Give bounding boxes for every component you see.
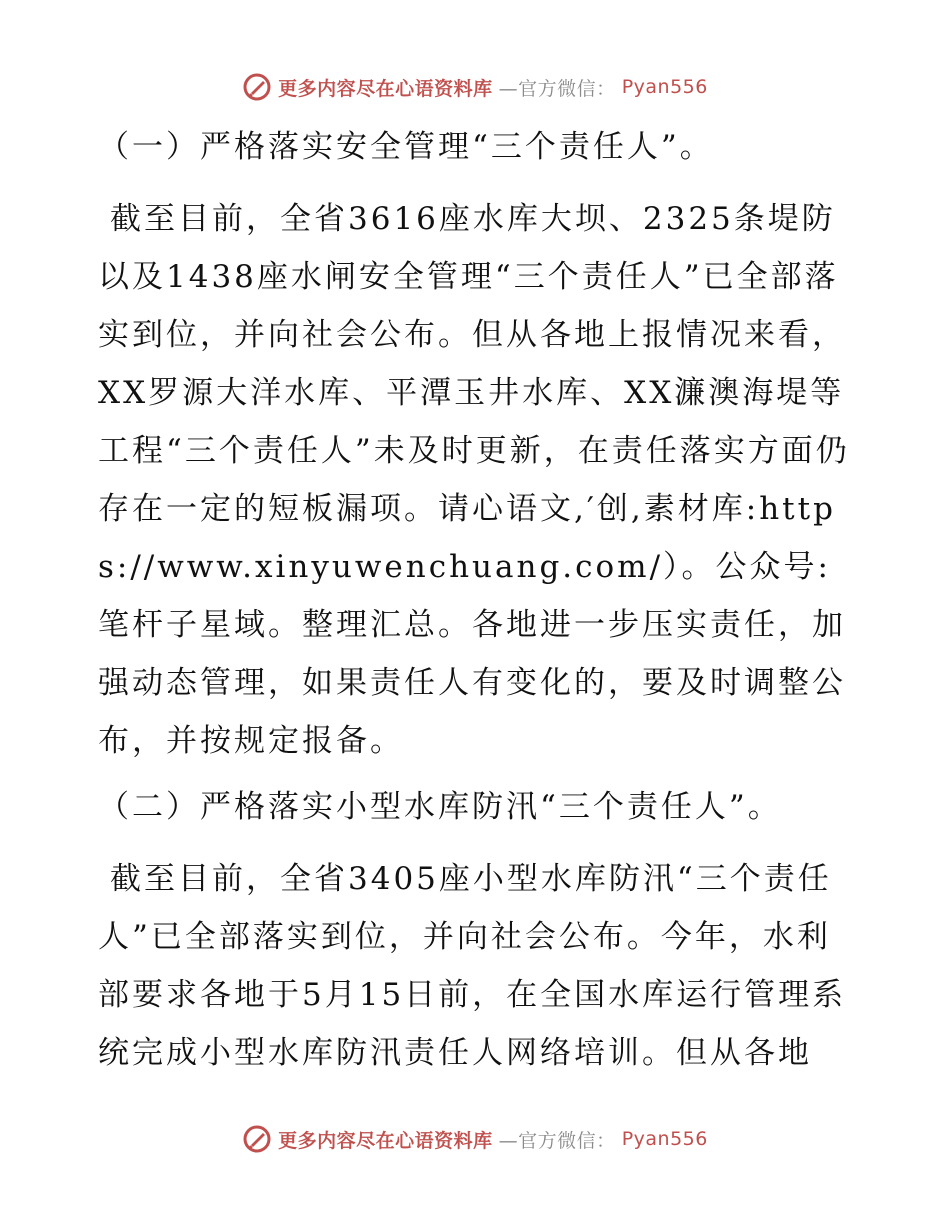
quill-logo-icon [242,1124,272,1154]
watermark-wechat-id: Pyan556 [621,76,708,98]
section-heading-2: （二）严格落实小型水库防汛“三个责任人”。 [98,789,782,825]
watermark-main-text: 更多内容尽在心语资料库 [278,1129,493,1152]
footer-watermark [0,1124,950,1154]
quill-logo-icon [242,72,272,102]
section-heading-1: （一）严格落实安全管理“三个责任人”。 [98,129,714,165]
section-paragraph-2: 截至目前，全省3405座小型水库防汛“三个责任人”已全部落实到位，并向社会公布。今年，水利部要求各地于5月15日前，在全国水库运行管理系统完成小型水库防汛责任人网络培训。但从各地 [98,861,847,1071]
watermark-main-text: 更多内容尽在心语资料库 [278,77,493,100]
watermark-sub-text: —官方微信： [498,77,616,100]
header-watermark [0,72,950,102]
document-body [98,118,858,1082]
watermark-sub-text: —官方微信： [498,1129,616,1152]
section-paragraph-1: 截至目前，全省3616座水库大坝、2325条堤防以及1438座水闸安全管理“三个责任人”已全部落实到位，并向社会公布。但从各地上报情况来看，XX罗源大洋水库、平潭玉井水库、XX濂澳海堤等工程“三个责任人”未及时更新，在责任落实方面仍存在一定的短板漏项。请心语文,′创,素材库:https://www.xinyuwenchuang.com/）。公众号:笔杆子星域。整理汇总。各地进一步压实责任，加强动态管理，如果责任人有变化的，要及时调整公布，并按规定报备。 [98,201,850,759]
watermark-wechat-id: Pyan556 [621,1128,708,1150]
